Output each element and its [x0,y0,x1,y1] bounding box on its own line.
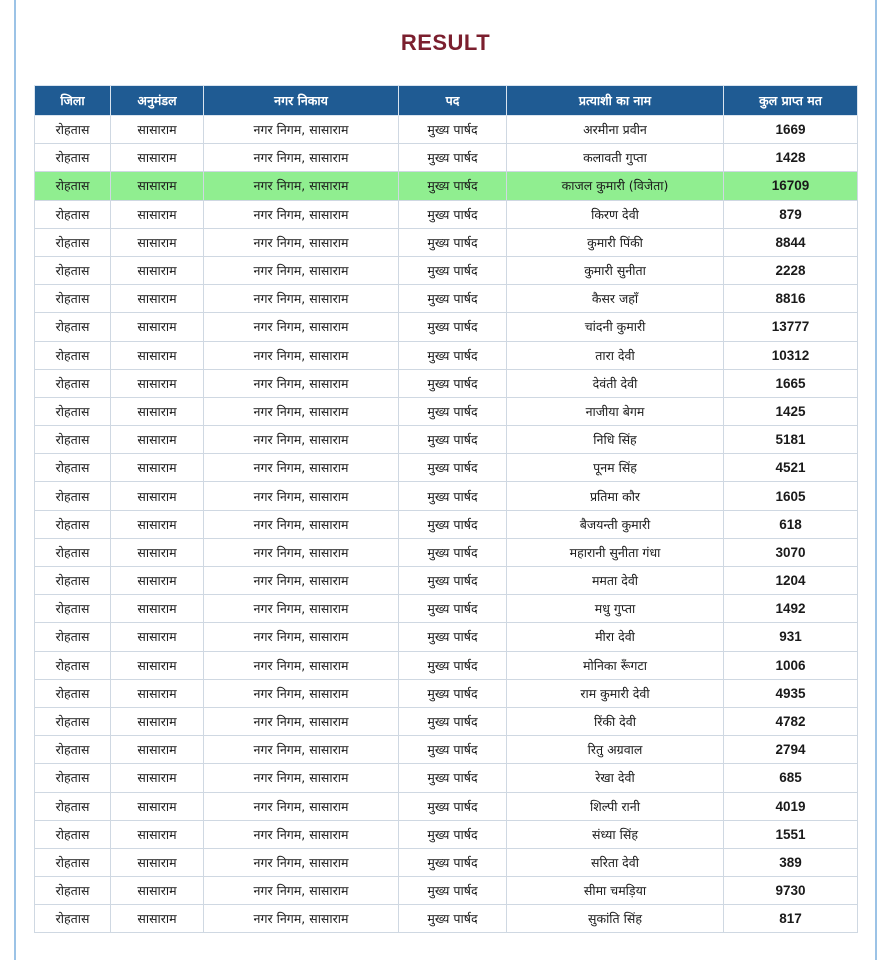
cell-post: मुख्य पार्षद [399,567,507,595]
cell-candidate-name: शिल्पी रानी [507,792,724,820]
cell-urban-body: नगर निगम, सासाराम [204,369,399,397]
cell-subdivision: सासाराम [111,285,204,313]
cell-subdivision: सासाराम [111,454,204,482]
cell-post: मुख्य पार्षद [399,736,507,764]
result-table [34,85,858,933]
table-row [35,144,858,172]
header-candidate-name: प्रत्याशी का नाम [507,86,724,116]
cell-total-votes: 4521 [724,454,858,482]
cell-candidate-name: रितु अग्रवाल [507,736,724,764]
cell-district: रोहतास [35,623,111,651]
cell-subdivision: सासाराम [111,848,204,876]
cell-urban-body: नगर निगम, सासाराम [204,792,399,820]
cell-district: रोहतास [35,285,111,313]
cell-subdivision: सासाराम [111,116,204,144]
cell-candidate-name: नाजीया बेगम [507,397,724,425]
cell-total-votes: 8816 [724,285,858,313]
cell-district: रोहतास [35,905,111,933]
cell-subdivision: सासाराम [111,341,204,369]
table-row [35,567,858,595]
cell-post: मुख्य पार्षद [399,595,507,623]
table-row [35,792,858,820]
cell-post: मुख्य पार्षद [399,256,507,284]
cell-district: रोहतास [35,144,111,172]
cell-total-votes: 1669 [724,116,858,144]
cell-candidate-name: रिंकी देवी [507,707,724,735]
cell-candidate-name: सरिता देवी [507,848,724,876]
cell-total-votes: 16709 [724,172,858,200]
cell-candidate-name: कुमारी सुनीता [507,256,724,284]
cell-post: मुख्य पार्षद [399,397,507,425]
cell-subdivision: सासाराम [111,482,204,510]
table-row [35,623,858,651]
cell-district: रोहतास [35,369,111,397]
cell-district: रोहतास [35,651,111,679]
cell-candidate-name: काजल कुमारी (विजेता) [507,172,724,200]
cell-total-votes: 1428 [724,144,858,172]
cell-candidate-name: अरमीना प्रवीन [507,116,724,144]
cell-post: मुख्य पार्षद [399,454,507,482]
cell-district: रोहतास [35,764,111,792]
cell-candidate-name: कैसर जहाँ [507,285,724,313]
header-urban-body: नगर निकाय [204,86,399,116]
cell-total-votes: 2228 [724,256,858,284]
cell-total-votes: 879 [724,200,858,228]
table-row [35,482,858,510]
cell-subdivision: सासाराम [111,538,204,566]
cell-urban-body: नगर निगम, सासाराम [204,200,399,228]
cell-total-votes: 8844 [724,228,858,256]
cell-total-votes: 1551 [724,820,858,848]
cell-post: मुख्य पार्षद [399,341,507,369]
table-row [35,595,858,623]
table-row [35,285,858,313]
cell-urban-body: नगर निगम, सासाराम [204,567,399,595]
cell-district: रोहतास [35,228,111,256]
table-row [35,369,858,397]
cell-district: रोहतास [35,792,111,820]
cell-total-votes: 685 [724,764,858,792]
cell-candidate-name: ममता देवी [507,567,724,595]
cell-subdivision: सासाराम [111,792,204,820]
cell-district: रोहतास [35,510,111,538]
cell-candidate-name: मीरा देवी [507,623,724,651]
cell-urban-body: नगर निगम, सासाराम [204,820,399,848]
cell-candidate-name: किरण देवी [507,200,724,228]
cell-total-votes: 1665 [724,369,858,397]
cell-post: मुख्य पार्षद [399,764,507,792]
cell-post: मुख्य पार्षद [399,905,507,933]
cell-subdivision: सासाराम [111,679,204,707]
cell-urban-body: नगर निगम, सासाराम [204,510,399,538]
cell-total-votes: 5181 [724,426,858,454]
cell-candidate-name: चांदनी कुमारी [507,313,724,341]
cell-total-votes: 4935 [724,679,858,707]
cell-total-votes: 817 [724,905,858,933]
table-row [35,228,858,256]
cell-subdivision: सासाराम [111,595,204,623]
cell-urban-body: नगर निगम, सासाराम [204,116,399,144]
cell-district: रोहतास [35,567,111,595]
cell-district: रोहतास [35,848,111,876]
cell-district: रोहतास [35,313,111,341]
cell-post: मुख्य पार्षद [399,623,507,651]
cell-total-votes: 10312 [724,341,858,369]
table-row [35,397,858,425]
cell-subdivision: सासाराम [111,144,204,172]
cell-total-votes: 13777 [724,313,858,341]
table-row [35,200,858,228]
table-row [35,651,858,679]
cell-subdivision: सासाराम [111,820,204,848]
cell-urban-body: नगर निगम, सासाराम [204,595,399,623]
header-post: पद [399,86,507,116]
cell-candidate-name: निधि सिंह [507,426,724,454]
table-row [35,764,858,792]
cell-district: रोहतास [35,707,111,735]
cell-district: रोहतास [35,454,111,482]
cell-urban-body: नगर निगम, सासाराम [204,764,399,792]
cell-subdivision: सासाराम [111,313,204,341]
table-row [35,679,858,707]
table-row [35,538,858,566]
cell-post: मुख्य पार्षद [399,228,507,256]
cell-urban-body: नगर निगम, सासाराम [204,538,399,566]
cell-candidate-name: कुमारी पिंकी [507,228,724,256]
cell-total-votes: 9730 [724,877,858,905]
cell-post: मुख्य पार्षद [399,538,507,566]
cell-district: रोहतास [35,426,111,454]
cell-subdivision: सासाराम [111,567,204,595]
cell-subdivision: सासाराम [111,736,204,764]
cell-post: मुख्य पार्षद [399,877,507,905]
cell-candidate-name: तारा देवी [507,341,724,369]
cell-post: मुख्य पार्षद [399,426,507,454]
cell-subdivision: सासाराम [111,172,204,200]
header-district: जिला [35,86,111,116]
cell-urban-body: नगर निगम, सासाराम [204,426,399,454]
cell-candidate-name: कलावती गुप्ता [507,144,724,172]
cell-candidate-name: मोनिका रूँगटा [507,651,724,679]
cell-total-votes: 1425 [724,397,858,425]
table-row [35,877,858,905]
cell-district: रोहतास [35,116,111,144]
cell-urban-body: नगर निगम, सासाराम [204,172,399,200]
table-row [35,905,858,933]
cell-subdivision: सासाराम [111,200,204,228]
cell-subdivision: सासाराम [111,651,204,679]
cell-district: रोहतास [35,595,111,623]
cell-post: मुख्य पार्षद [399,369,507,397]
cell-district: रोहतास [35,736,111,764]
table-row [35,256,858,284]
cell-urban-body: नगर निगम, सासाराम [204,848,399,876]
cell-subdivision: सासाराम [111,510,204,538]
table-row [35,820,858,848]
cell-urban-body: नगर निगम, सासाराम [204,144,399,172]
header-total-votes: कुल प्राप्त मत [724,86,858,116]
cell-post: मुख्य पार्षद [399,313,507,341]
cell-district: रोहतास [35,820,111,848]
cell-candidate-name: पूनम सिंह [507,454,724,482]
cell-urban-body: नगर निगम, सासाराम [204,707,399,735]
cell-total-votes: 2794 [724,736,858,764]
cell-urban-body: नगर निगम, सासाराम [204,285,399,313]
cell-total-votes: 1006 [724,651,858,679]
cell-total-votes: 4782 [724,707,858,735]
cell-total-votes: 3070 [724,538,858,566]
cell-urban-body: नगर निगम, सासाराम [204,482,399,510]
cell-district: रोहतास [35,341,111,369]
cell-candidate-name: महारानी सुनीता गंधा [507,538,724,566]
cell-district: रोहतास [35,256,111,284]
table-row [35,116,858,144]
cell-total-votes: 1204 [724,567,858,595]
cell-subdivision: सासाराम [111,764,204,792]
cell-district: रोहतास [35,538,111,566]
cell-candidate-name: राम कुमारी देवी [507,679,724,707]
cell-subdivision: सासाराम [111,623,204,651]
cell-post: मुख्य पार्षद [399,820,507,848]
cell-urban-body: नगर निगम, सासाराम [204,679,399,707]
cell-post: मुख्य पार्षद [399,482,507,510]
cell-candidate-name: रेखा देवी [507,764,724,792]
table-row [35,707,858,735]
cell-candidate-name: सीमा चमड़िया [507,877,724,905]
table-row [35,454,858,482]
cell-district: रोहतास [35,482,111,510]
cell-post: मुख्य पार्षद [399,707,507,735]
cell-total-votes: 931 [724,623,858,651]
cell-candidate-name: सुकांति सिंह [507,905,724,933]
cell-subdivision: सासाराम [111,426,204,454]
cell-urban-body: नगर निगम, सासाराम [204,397,399,425]
cell-subdivision: सासाराम [111,369,204,397]
cell-urban-body: नगर निगम, सासाराम [204,651,399,679]
cell-subdivision: सासाराम [111,905,204,933]
cell-post: मुख्य पार्षद [399,510,507,538]
cell-urban-body: नगर निगम, सासाराम [204,623,399,651]
cell-urban-body: नगर निगम, सासाराम [204,228,399,256]
cell-district: रोहतास [35,397,111,425]
cell-candidate-name: बैजयन्ती कुमारी [507,510,724,538]
cell-post: मुख्य पार्षद [399,792,507,820]
cell-total-votes: 4019 [724,792,858,820]
cell-post: मुख्य पार्षद [399,144,507,172]
table-row [35,848,858,876]
cell-urban-body: नगर निगम, सासाराम [204,256,399,284]
cell-post: मुख्य पार्षद [399,679,507,707]
cell-urban-body: नगर निगम, सासाराम [204,454,399,482]
cell-post: मुख्य पार्षद [399,285,507,313]
cell-candidate-name: मधु गुप्ता [507,595,724,623]
cell-subdivision: सासाराम [111,256,204,284]
cell-total-votes: 389 [724,848,858,876]
table-row [35,426,858,454]
cell-district: रोहतास [35,877,111,905]
table-row [35,510,858,538]
result-table-body [35,116,858,933]
table-row [35,341,858,369]
table-row [35,736,858,764]
cell-post: मुख्य पार्षद [399,200,507,228]
cell-subdivision: सासाराम [111,397,204,425]
cell-urban-body: नगर निगम, सासाराम [204,877,399,905]
cell-candidate-name: प्रतिमा कौर [507,482,724,510]
cell-candidate-name: संध्या सिंह [507,820,724,848]
cell-post: मुख्य पार्षद [399,172,507,200]
table-row-winner [35,172,858,200]
cell-post: मुख्य पार्षद [399,116,507,144]
cell-urban-body: नगर निगम, सासाराम [204,905,399,933]
cell-urban-body: नगर निगम, सासाराम [204,313,399,341]
cell-district: रोहतास [35,679,111,707]
header-subdivision: अनुमंडल [111,86,204,116]
cell-total-votes: 618 [724,510,858,538]
cell-subdivision: सासाराम [111,877,204,905]
cell-subdivision: सासाराम [111,228,204,256]
header-row [35,86,858,116]
table-row [35,313,858,341]
cell-total-votes: 1492 [724,595,858,623]
cell-district: रोहतास [35,172,111,200]
page-title: RESULT [400,30,491,55]
cell-post: मुख्य पार्षद [399,651,507,679]
cell-urban-body: नगर निगम, सासाराम [204,736,399,764]
cell-urban-body: नगर निगम, सासाराम [204,341,399,369]
cell-district: रोहतास [35,200,111,228]
cell-candidate-name: देवंती देवी [507,369,724,397]
cell-subdivision: सासाराम [111,707,204,735]
cell-total-votes: 1605 [724,482,858,510]
cell-post: मुख्य पार्षद [399,848,507,876]
